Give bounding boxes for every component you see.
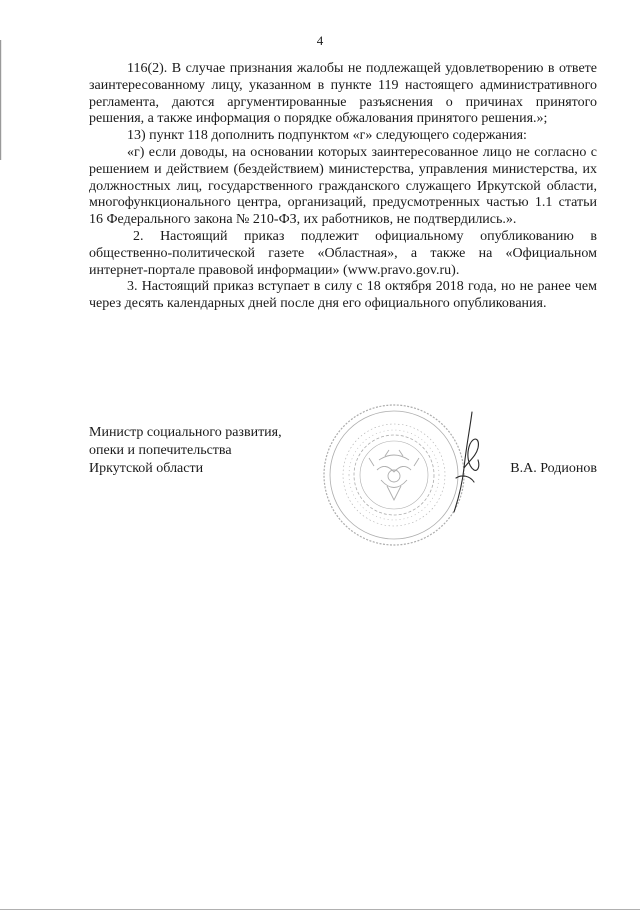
paragraph-subitem-g: «г) если доводы, на основании которых заинтересованное лицо не согласно с решением и действием (бездействием) министерства, управления министерства, их должностных лиц, государственного гражданского служащего Иркутской области, многофункционального центра, организаций, предусмотренных частью 1.1 статьи 16 Федерального закона № 210-ФЗ, их работников, не подтвердились.». — [89, 144, 597, 228]
paragraph-item-13: 13) пункт 118 дополнить подпунктом «г» следующего содержания: — [127, 128, 527, 144]
scan-bottom-edge — [0, 898, 640, 900]
document-body — [89, 61, 597, 313]
paragraph-item-3: 3. Настоящий приказ вступает в силу с 18 октября 2018 года, но не ранее чем через десять календарных дней после дня его официального опубликования. — [89, 279, 597, 312]
page-number: 4 — [316, 33, 324, 48]
paragraph-item-2: 2. Настоящий приказ подлежит официальному опубликованию в общественно-политической газете «Областная», а также на «Официальном интернет-портале правовой информации» (www.pravo.gov.ru). — [89, 228, 597, 278]
scan-margin-mark — [0, 0, 3, 905]
signer-position-line: Министр социального развития, — [89, 425, 282, 440]
signer-name: В.А. Родионов — [510, 461, 597, 476]
signer-position-line: Иркутской области — [89, 461, 204, 476]
signer-position-line: опеки и попечительства — [89, 443, 232, 458]
signature-block — [89, 424, 597, 564]
signer-position — [89, 424, 282, 478]
handwritten-signature — [444, 408, 484, 518]
paragraph-116-2: 116(2). В случае признания жалобы не подлежащей удовлетворению в ответе заинтересованному лицу, указанном в пункте 119 настоящего административного регламента, даются аргументированные разъяснения о причинах принятого решения, а также информация о порядке обжалования принятого решения.»; — [89, 61, 597, 127]
